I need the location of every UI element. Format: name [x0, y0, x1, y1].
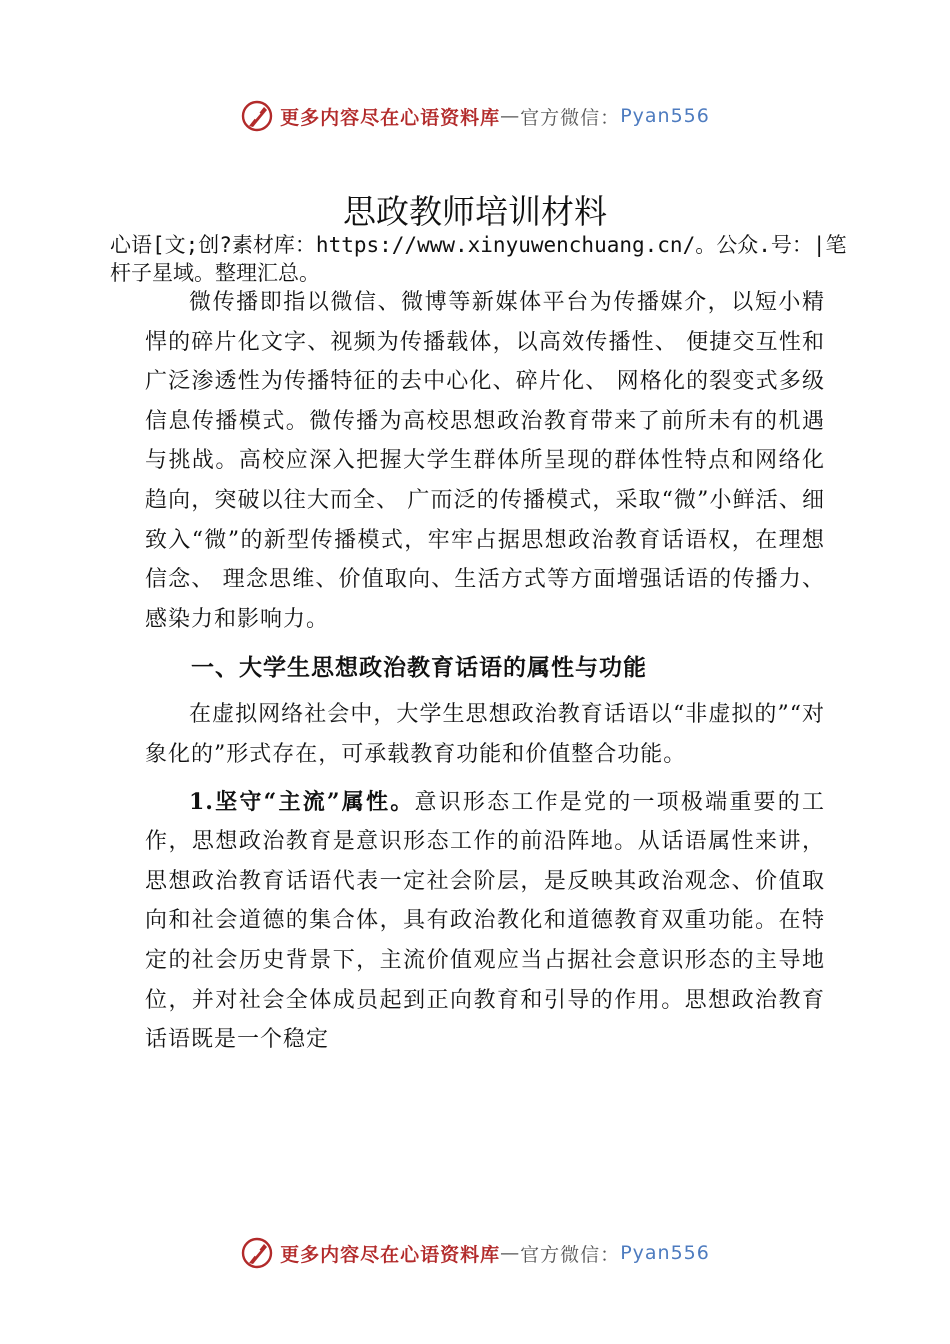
- watermark-wechat-label: 官方微信：: [520, 1243, 621, 1266]
- quill-in-circle-icon: [240, 99, 274, 133]
- section-heading: 一、大学生思想政治教育话语的属性与功能: [191, 655, 647, 682]
- watermark-wechat-label: 官方微信：: [520, 106, 621, 129]
- point-paragraph: [145, 783, 825, 1060]
- section-paragraph: 在虚拟网络社会中，大学生思想政治教育话语以“非虚拟的”“对象化的”形式存在，可承载教育功能和价值整合功能。: [145, 702, 825, 767]
- document-body: [145, 283, 825, 1060]
- watermark-library-text: 更多内容尽在心语资料库: [280, 106, 501, 129]
- header-watermark: [0, 96, 950, 136]
- point-lead: 1.坚守“主流”属性。: [189, 788, 415, 815]
- point-text: 意识形态工作是党的一项极端重要的工作，思想政治教育是意识形态工作的前沿阵地。从话语属性来讲，思想政治教育话语代表一定社会阶层，是反映其政治观念、价值取向和社会道德的集合体，具有政治教化和道德教育双重功能。在特定的社会历史背景下，主流价值观应当占据社会意识形态的主导地位，并对社会全体成员起到正向教育和引导的作用。思想政治教育话语既是一个稳定: [145, 789, 825, 1053]
- watermark-library-text: 更多内容尽在心语资料库: [280, 1243, 501, 1266]
- watermark-wechat-id: Pyan556: [620, 1242, 710, 1264]
- intro-paragraph: 微传播即指以微信、微博等新媒体平台为传播媒介，以短小精悍的碎片化文字、视频为传播载体，以高效传播性、 便捷交互性和广泛渗透性为传播特征的去中心化、碎片化、 网格化的裂变式多级信息传播模式。微传播为高校思想政治教育带来了前所未有的机遇与挑战。高校应深入把握大学生群体所呈现的群体性特点和网络化趋向，突破以往大而全、 广而泛的传播模式，采取“微”小鲜活、细致入“微”的新型传播模式，牢牢占据思想政治教育话语权，在理想信念、 理念思维、价值取向、生活方式等方面增强话语的传播力、 感染力和影响力。: [145, 290, 825, 632]
- watermark-separator: —: [500, 1242, 521, 1264]
- source-note: 心语[文;创?素材库：https://www.xinyuwenchuang.cn/。公众.号：|笔杆子星域。整理汇总。: [110, 233, 847, 285]
- watermark-wechat-id: Pyan556: [620, 105, 710, 127]
- watermark-separator: —: [500, 105, 521, 127]
- footer-watermark: [0, 1233, 950, 1273]
- document-title: 思政教师培训材料: [343, 192, 607, 231]
- quill-in-circle-icon: [240, 1236, 274, 1270]
